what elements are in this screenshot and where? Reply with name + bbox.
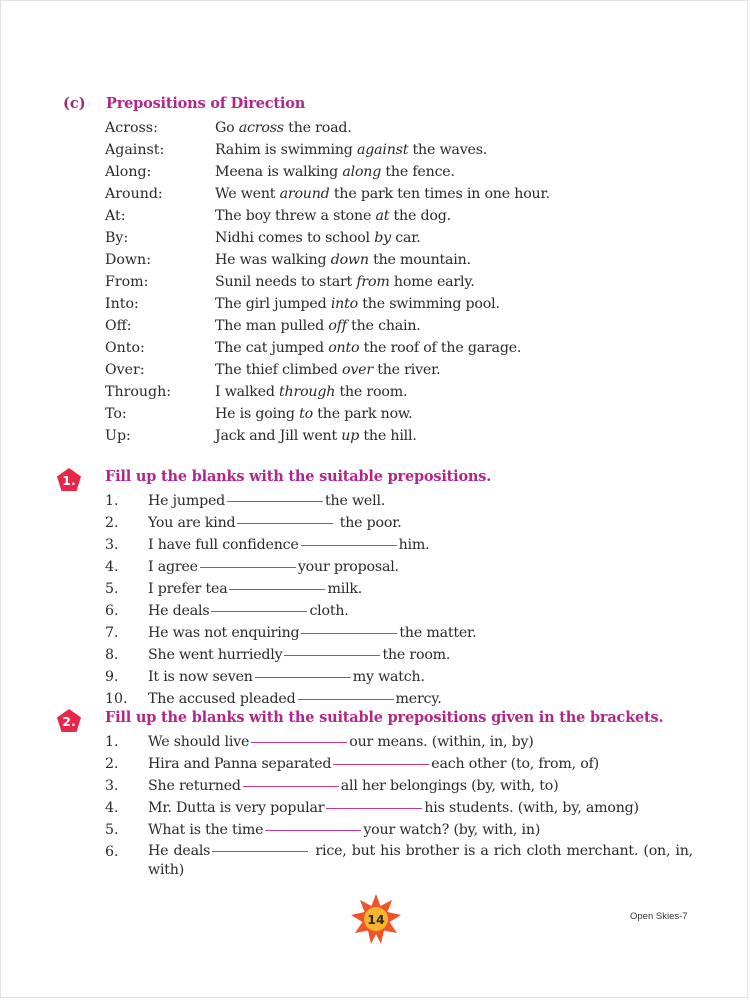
sentence-before: The boy threw a stone	[215, 208, 376, 224]
sentence-after: the roof of the garage.	[359, 340, 522, 356]
preposition-term: Down:	[105, 252, 151, 268]
item-text-before: I prefer tea	[148, 581, 228, 597]
sentence-after: the road.	[283, 120, 352, 136]
preposition-row	[105, 227, 665, 249]
preposition-word: by	[374, 230, 391, 246]
item-text	[148, 731, 534, 753]
item-text-after: his students. (with, by, among)	[424, 800, 639, 816]
sentence-before: The thief climbed	[215, 362, 342, 378]
preposition-word: from	[356, 274, 390, 290]
sentence-before: Rahim is swimming	[215, 142, 357, 158]
item-text-after: your proposal.	[297, 559, 399, 575]
preposition-row	[105, 403, 665, 425]
item-text	[148, 578, 362, 600]
item-number: 5.	[105, 822, 119, 838]
item-text	[148, 688, 442, 710]
preposition-term: Up:	[105, 428, 131, 444]
section-letter: (c)	[63, 95, 86, 112]
preposition-term: Along:	[105, 164, 152, 180]
exercise-item	[105, 775, 705, 797]
sentence-after: the swimming pool.	[357, 296, 500, 312]
exercise-item	[105, 644, 705, 666]
item-text-after: my watch.	[352, 669, 425, 685]
item-number: 2.	[105, 756, 119, 772]
example-sentence	[215, 249, 471, 271]
item-text-before: You are kind	[148, 515, 236, 531]
exercise-item	[105, 622, 705, 644]
item-text-before: She returned	[148, 778, 241, 794]
item-text-after: cloth.	[309, 603, 349, 619]
preposition-row	[105, 315, 665, 337]
preposition-row	[105, 271, 665, 293]
item-text-before: He was not enquiring	[148, 625, 300, 641]
item-number: 1.	[105, 493, 119, 509]
exercise-item	[105, 600, 705, 622]
example-sentence	[215, 183, 550, 205]
preposition-row	[105, 139, 665, 161]
item-text	[148, 512, 402, 534]
preposition-term: To:	[105, 406, 127, 422]
preposition-word: through	[279, 384, 336, 400]
item-text	[148, 753, 599, 775]
item-text-after: the room.	[382, 647, 451, 663]
answer-blank[interactable]	[243, 785, 339, 787]
exercise-1-number: 1.	[62, 472, 76, 488]
item-text	[148, 819, 540, 841]
exercise-1-list	[105, 490, 705, 710]
example-sentence	[215, 293, 500, 315]
exercise-item	[105, 797, 705, 819]
sentence-after: car.	[390, 230, 421, 246]
section-title: Prepositions of Direction	[106, 95, 306, 112]
exercise-2-list	[105, 731, 705, 881]
item-text-before: Hira and Panna separated	[148, 756, 332, 772]
item-text-before: We should live	[148, 734, 250, 750]
page-number-badge	[350, 893, 402, 945]
preposition-row	[105, 359, 665, 381]
exercise-item	[105, 841, 705, 881]
answer-blank[interactable]	[301, 632, 397, 634]
example-sentence	[215, 381, 407, 403]
item-text-after: mercy.	[395, 691, 442, 707]
prepositions-list	[105, 117, 665, 447]
sentence-after: the waves.	[408, 142, 488, 158]
page-number: 14	[367, 911, 385, 927]
item-text-before: The accused pleaded	[148, 691, 296, 707]
item-text-before: She went hurriedly	[148, 647, 283, 663]
exercise-2-title: Fill up the blanks with the suitable prepositions given in the brackets.	[105, 709, 664, 726]
sentence-after: home early.	[389, 274, 475, 290]
preposition-word: across	[238, 120, 284, 136]
example-sentence	[215, 139, 487, 161]
item-text-before: What is the time	[148, 822, 264, 838]
preposition-word: off	[328, 318, 347, 334]
sentence-before: We went	[215, 186, 280, 202]
preposition-row	[105, 183, 665, 205]
item-number: 10.	[105, 691, 128, 707]
exercise-item	[105, 666, 705, 688]
answer-blank[interactable]	[237, 522, 333, 524]
preposition-term: By:	[105, 230, 129, 246]
item-text-after: rice, but his brother is a rich cloth merchant. (on, in, with)	[148, 843, 693, 878]
preposition-term: From:	[105, 274, 149, 290]
sentence-before: The girl jumped	[215, 296, 331, 312]
item-number: 7.	[105, 625, 119, 641]
item-text-after: the well.	[325, 493, 386, 509]
preposition-word: around	[279, 186, 330, 202]
item-text-before: He deals	[148, 603, 210, 619]
sentence-before: Sunil needs to start	[215, 274, 357, 290]
example-sentence	[215, 425, 417, 447]
answer-blank[interactable]	[298, 698, 394, 700]
item-number: 9.	[105, 669, 119, 685]
preposition-word: into	[330, 296, 358, 312]
sentence-after: the park now.	[312, 406, 413, 422]
example-sentence	[215, 315, 421, 337]
item-text	[148, 490, 385, 512]
sentence-after: the room.	[335, 384, 408, 400]
book-title: Open Skies-7	[630, 911, 688, 922]
preposition-row	[105, 249, 665, 271]
sentence-before: Meena is walking	[215, 164, 343, 180]
answer-blank[interactable]	[200, 566, 296, 568]
example-sentence	[215, 227, 421, 249]
sentence-before: The man pulled	[215, 318, 329, 334]
item-text-after: your watch? (by, with, in)	[363, 822, 541, 838]
exercise-1-badge	[56, 467, 82, 493]
item-number: 6.	[105, 603, 119, 619]
sentence-before: He was walking	[215, 252, 331, 268]
item-text-before: He jumped	[148, 493, 226, 509]
exercise-item	[105, 819, 705, 841]
item-number: 3.	[105, 778, 119, 794]
sentence-before: Go	[215, 120, 239, 136]
item-text	[148, 666, 425, 688]
preposition-row	[105, 117, 665, 139]
answer-blank[interactable]	[301, 544, 397, 546]
item-text-after: him.	[398, 537, 430, 553]
preposition-term: Over:	[105, 362, 145, 378]
exercise-item	[105, 688, 705, 710]
sentence-after: the hill.	[359, 428, 417, 444]
preposition-word: up	[341, 428, 360, 444]
sentence-before: Nidhi comes to school	[215, 230, 375, 246]
preposition-term: Around:	[105, 186, 163, 202]
sentence-after: the dog.	[389, 208, 451, 224]
item-text	[148, 842, 693, 880]
exercise-item	[105, 490, 705, 512]
example-sentence	[215, 161, 455, 183]
example-sentence	[215, 271, 475, 293]
preposition-term: Against:	[105, 142, 165, 158]
item-number: 5.	[105, 581, 119, 597]
preposition-term: Across:	[105, 120, 158, 136]
item-number: 4.	[105, 559, 119, 575]
item-text-after: our means. (within, in, by)	[349, 734, 534, 750]
sentence-after: the park ten times in one hour.	[329, 186, 550, 202]
preposition-row	[105, 293, 665, 315]
item-text	[148, 797, 639, 819]
item-text	[148, 600, 349, 622]
exercise-item	[105, 731, 705, 753]
answer-blank[interactable]	[255, 676, 351, 678]
item-text	[148, 622, 476, 644]
answer-blank[interactable]	[265, 829, 361, 831]
exercise-item	[105, 534, 705, 556]
sentence-before: I walked	[215, 384, 280, 400]
item-text-after: milk.	[327, 581, 363, 597]
example-sentence	[215, 359, 440, 381]
answer-blank[interactable]	[251, 741, 347, 743]
item-number: 6.	[105, 844, 119, 860]
item-text	[148, 534, 429, 556]
item-number: 1.	[105, 734, 119, 750]
preposition-word: over	[341, 362, 373, 378]
sentence-after: the river.	[372, 362, 441, 378]
item-text-before: I agree	[148, 559, 198, 575]
preposition-row	[105, 381, 665, 403]
exercise-item	[105, 512, 705, 534]
item-text-after: each other (to, from, of)	[431, 756, 599, 772]
preposition-word: along	[342, 164, 382, 180]
sentence-after: the fence.	[381, 164, 455, 180]
item-text-before: It is now seven	[148, 669, 253, 685]
item-text-after: the matter.	[399, 625, 477, 641]
preposition-term: Through:	[105, 384, 172, 400]
answer-blank[interactable]	[333, 763, 429, 765]
sentence-before: Jack and Jill went	[215, 428, 342, 444]
example-sentence	[215, 205, 451, 227]
item-text	[148, 775, 558, 797]
answer-blank[interactable]	[227, 500, 323, 502]
item-text-after: all her belongings (by, with, to)	[340, 778, 559, 794]
preposition-word: at	[375, 208, 390, 224]
answer-blank[interactable]	[212, 850, 308, 852]
sentence-before: The cat jumped	[215, 340, 329, 356]
preposition-word: against	[356, 142, 409, 158]
item-text-before: I have full confidence	[148, 537, 299, 553]
answer-blank[interactable]	[326, 807, 422, 809]
example-sentence	[215, 117, 352, 139]
preposition-row	[105, 425, 665, 447]
example-sentence	[215, 403, 413, 425]
preposition-row	[105, 337, 665, 359]
preposition-term: Into:	[105, 296, 139, 312]
answer-blank[interactable]	[284, 654, 380, 656]
item-text-after: the poor.	[335, 515, 402, 531]
item-text	[148, 556, 399, 578]
item-number: 2.	[105, 515, 119, 531]
preposition-word: down	[330, 252, 369, 268]
preposition-row	[105, 205, 665, 227]
item-text	[148, 644, 450, 666]
answer-blank[interactable]	[229, 588, 325, 590]
sentence-after: the chain.	[346, 318, 421, 334]
item-text-before: He deals	[148, 843, 211, 859]
preposition-word: to	[299, 406, 313, 422]
example-sentence	[215, 337, 521, 359]
preposition-term: At:	[105, 208, 126, 224]
exercise-item	[105, 753, 705, 775]
sentence-after: the mountain.	[368, 252, 471, 268]
answer-blank[interactable]	[211, 610, 307, 612]
preposition-term: Onto:	[105, 340, 145, 356]
item-text-before: Mr. Dutta is very popular	[148, 800, 325, 816]
exercise-1-title: Fill up the blanks with the suitable prepositions.	[105, 468, 492, 485]
exercise-item	[105, 556, 705, 578]
sentence-before: He is going	[215, 406, 300, 422]
item-number: 8.	[105, 647, 119, 663]
preposition-term: Off:	[105, 318, 132, 334]
item-number: 4.	[105, 800, 119, 816]
exercise-2-number: 2.	[62, 713, 76, 729]
exercise-2-badge	[56, 708, 82, 734]
preposition-word: onto	[328, 340, 360, 356]
exercise-item	[105, 578, 705, 600]
preposition-row	[105, 161, 665, 183]
item-number: 3.	[105, 537, 119, 553]
